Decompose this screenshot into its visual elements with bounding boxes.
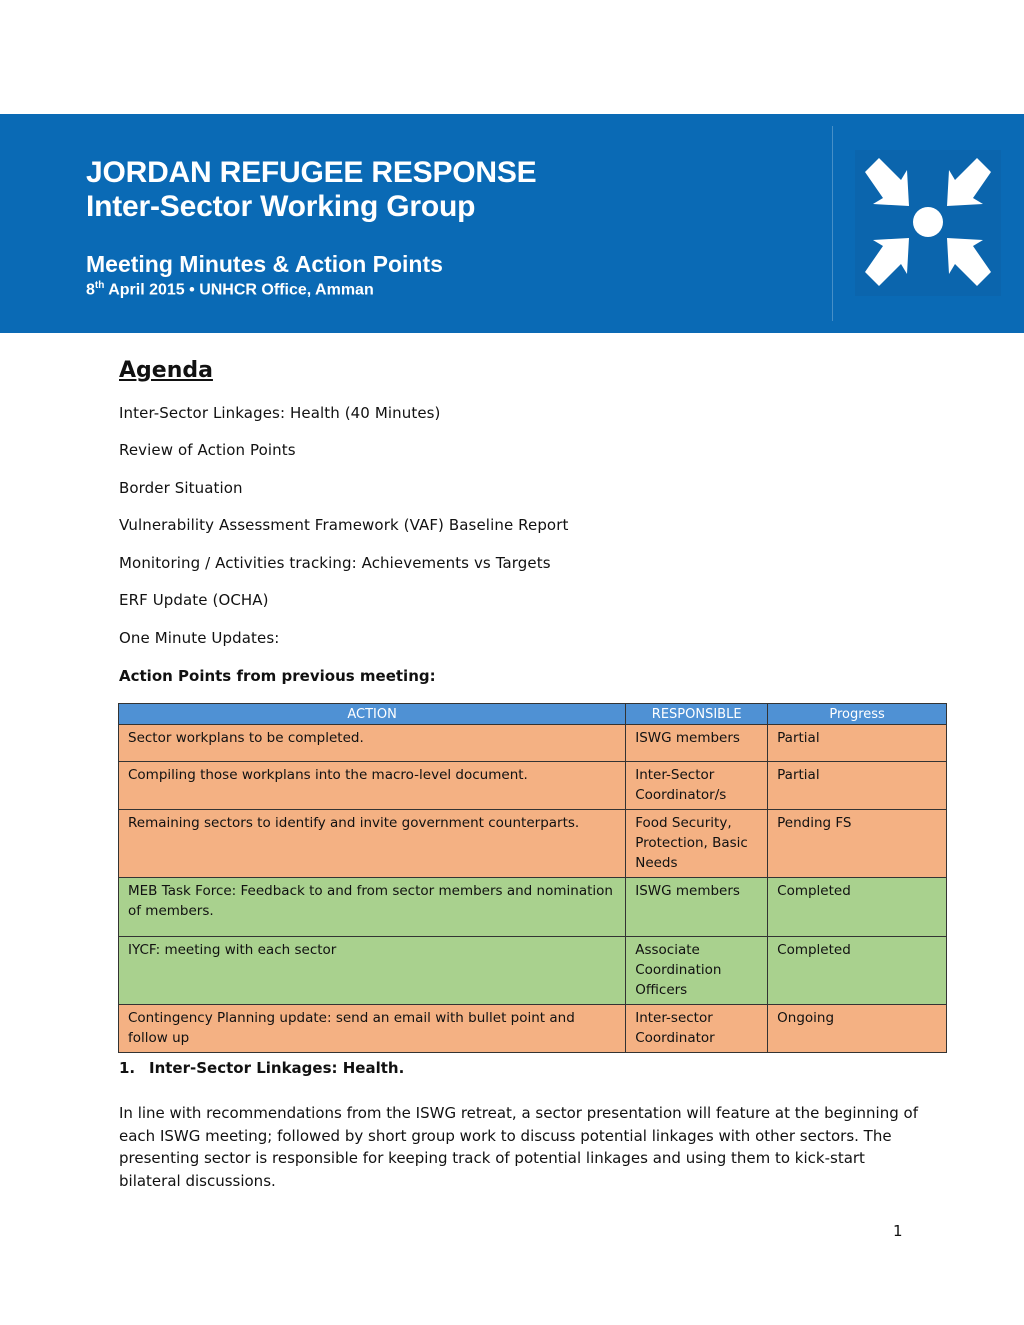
cell-responsible: ISWG members [626, 725, 768, 762]
header-divider [832, 126, 833, 321]
cell-action: Compiling those workplans into the macro-level document. [119, 762, 626, 810]
cell-progress: Partial [768, 762, 947, 810]
table-header-row [119, 704, 947, 725]
cell-progress: Ongoing [768, 1005, 947, 1053]
section-paragraph: In line with recommendations from the ISWG retreat, a sector presentation will feature at the beginning of each ISWG meeting; followed by short group work to discuss potential linkages with other sectors. The presenting sector is responsible for keeping track of potential linkages and using them to kick-start bilateral discussions. [119, 1104, 918, 1191]
cell-action: Remaining sectors to identify and invite government counterparts. [119, 810, 626, 878]
column-header-progress: Progress [768, 704, 947, 725]
agenda-item: Monitoring / Activities tracking: Achievements vs Targets [119, 554, 551, 572]
agenda-item: Inter-Sector Linkages: Health (40 Minutes) [119, 404, 441, 422]
table-row [119, 1005, 947, 1053]
action-points-heading: Action Points from previous meeting: [119, 667, 436, 685]
cell-action: Contingency Planning update: send an email with bullet point and follow up [119, 1005, 626, 1053]
agenda-item: Vulnerability Assessment Framework (VAF) Baseline Report [119, 516, 569, 534]
header-title-line2: Inter-Sector Working Group [86, 190, 476, 223]
agenda-item: One Minute Updates: [119, 629, 280, 647]
cell-progress: Pending FS [768, 810, 947, 878]
column-header-action: ACTION [119, 704, 626, 725]
agenda-item: Border Situation [119, 479, 243, 497]
arrows-converging-icon [855, 150, 1001, 296]
header-subtitle: Meeting Minutes & Action Points [86, 251, 443, 277]
action-points-table [118, 703, 947, 1053]
cell-responsible: ISWG members [626, 878, 768, 937]
header-banner [0, 114, 1024, 333]
agenda-item: ERF Update (OCHA) [119, 591, 269, 609]
agenda-item: Review of Action Points [119, 441, 296, 459]
cell-progress: Completed [768, 878, 947, 937]
cell-action: IYCF: meeting with each sector [119, 937, 626, 1005]
column-header-responsible: RESPONSIBLE [626, 704, 768, 725]
section-heading [119, 1059, 404, 1077]
cell-action: MEB Task Force: Feedback to and from sector members and nomination of members. [119, 878, 626, 937]
section-number: 1. [119, 1059, 136, 1077]
table-row [119, 937, 947, 1005]
cell-responsible: Food Security, Protection, Basic Needs [626, 810, 768, 878]
agenda-title: Agenda [119, 358, 213, 383]
cell-responsible: Inter-sector Coordinator [626, 1005, 768, 1053]
page-number: 1 [893, 1222, 903, 1240]
cell-responsible: Associate Coordination Officers [626, 937, 768, 1005]
cell-action: Sector workplans to be completed. [119, 725, 626, 762]
table-row [119, 762, 947, 810]
table-row [119, 725, 947, 762]
header-title-line1: JORDAN REFUGEE RESPONSE [86, 156, 537, 189]
table-row [119, 878, 947, 937]
table-row [119, 810, 947, 878]
section-title: Inter-Sector Linkages: Health. [149, 1059, 405, 1077]
header-date: 8th April 2015 • UNHCR Office, Amman [86, 280, 374, 299]
cell-responsible: Inter-Sector Coordinator/s [626, 762, 768, 810]
cell-progress: Partial [768, 725, 947, 762]
cell-progress: Completed [768, 937, 947, 1005]
